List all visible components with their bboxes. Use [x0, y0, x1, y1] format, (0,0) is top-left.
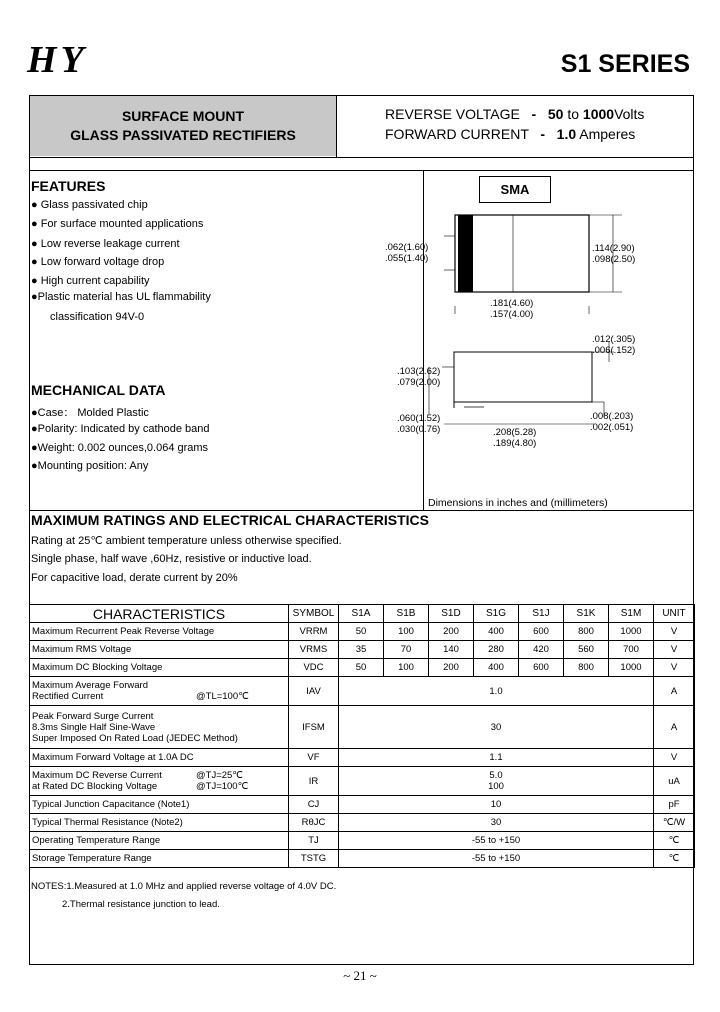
- ratings-line: For capacitive load, derate current by 20%: [31, 572, 238, 584]
- ratings-line: Rating at 25℃ ambient temperature unless otherwise specified.: [31, 535, 342, 547]
- feature-item: ● High current capability: [31, 275, 150, 287]
- title-divider: [336, 95, 337, 157]
- title-box-shade: [30, 96, 336, 156]
- col-header: S1M: [609, 605, 654, 623]
- feature-item: ●Plastic material has UL flammability: [31, 291, 211, 303]
- company-logo: HY: [27, 39, 88, 81]
- dim-4b: .006(.152): [592, 345, 636, 356]
- ratings-title: MAXIMUM RATINGS AND ELECTRICAL CHARACTERISTICS: [31, 512, 429, 528]
- body-top-view: [455, 215, 589, 292]
- rv-value2: 1000: [582, 106, 615, 122]
- rv-dash: -: [531, 106, 537, 122]
- table-row: Storage Temperature Range TSTG -55 to +150 ℃: [30, 850, 695, 868]
- col-header: S1J: [519, 605, 564, 623]
- table-row: Maximum Average Forward Rectified Current @TL=100℃ IAV 1.0 A: [30, 677, 695, 706]
- table-row: Maximum Forward Voltage at 1.0A DC VF 1.1 V: [30, 749, 695, 767]
- table-row: Maximum DC Blocking Voltage VDC 50 100 200 400 600 800 1000 V: [30, 659, 695, 677]
- forward-current-line: [385, 126, 635, 142]
- rv-value: 50: [547, 106, 564, 122]
- dim-6a: .060(1.52): [397, 413, 441, 424]
- dim-7b: .189(4.80): [493, 438, 537, 449]
- col-header: CHARACTERISTICS: [30, 605, 289, 623]
- package-name: SMA: [479, 176, 551, 203]
- mechanical-item: ●Mounting position: Any: [31, 460, 149, 472]
- dim-8a: .008(.203): [590, 411, 634, 422]
- table-row: Maximum DC Reverse Current @TJ=25℃ at Rated DC Blocking Voltage @TJ=100℃ IR 5.0 100 uA: [30, 767, 695, 796]
- feature-item: ● Low reverse leakage current: [31, 238, 180, 250]
- dim-6b: .030(0.76): [397, 424, 441, 435]
- dim-1b: .055(1.40): [385, 253, 429, 264]
- package-drawing: [424, 202, 692, 508]
- title-line1: SURFACE MOUNT: [121, 108, 245, 124]
- page-number: ~ 21 ~: [343, 968, 377, 983]
- ratings-line: Single phase, half wave ,60Hz, resistive or inductive load.: [31, 553, 312, 565]
- mechanical-item: ●Case： Molded Plastic: [31, 407, 149, 419]
- features-top: [29, 170, 694, 171]
- title-line2: GLASS PASSIVATED RECTIFIERS: [70, 127, 296, 143]
- table-header-row: [30, 605, 695, 623]
- note-2: 2.Thermal resistance junction to lead.: [62, 899, 220, 910]
- col-header: S1B: [384, 605, 429, 623]
- frame-bottom: [29, 964, 694, 965]
- dim-3b: .157(4.00): [490, 309, 534, 320]
- table-row: Maximum RMS Voltage VRMS 35 70 140 280 420 560 700 V: [30, 641, 695, 659]
- characteristics-table: [29, 604, 695, 868]
- table-row: Typical Junction Capacitance (Note1) CJ 10 pF: [30, 796, 695, 814]
- col-header: S1D: [429, 605, 474, 623]
- fc-dash: -: [540, 126, 545, 142]
- frame-title-bottom: [29, 157, 694, 158]
- rv-to: to: [567, 106, 580, 122]
- dim-7a: .208(5.28): [493, 427, 537, 438]
- table-row: Operating Temperature Range TJ -55 to +150 ℃: [30, 832, 695, 850]
- col-header: S1G: [474, 605, 519, 623]
- col-header: S1A: [339, 605, 384, 623]
- mechanical-item: ●Weight: 0.002 ounces,0.064 grams: [31, 442, 209, 454]
- col-header: SYMBOL: [289, 605, 339, 623]
- reverse-voltage-line: [385, 106, 644, 122]
- ratings-top: [29, 510, 694, 511]
- cathode-band: [458, 215, 473, 292]
- features-title: FEATURES: [31, 178, 106, 194]
- dim-1a: .062(1.60): [385, 242, 429, 253]
- dim-2b: .098(2.50): [592, 254, 636, 265]
- table-row: Peak Forward Surge Current 8.3ms Single Half Sine-Wave Super Imposed On Rated Load (JEDEC Method) IFSM 30 A: [30, 706, 695, 749]
- table-row: Typical Thermal Resistance (Note2) RθJC 30 ℃/W: [30, 814, 695, 832]
- table-row: Maximum Recurrent Peak Reverse Voltage VRRM 50 100 200 400 600 800 1000 V: [30, 623, 695, 641]
- dim-2a: .114(2.90): [592, 243, 635, 254]
- dim-4a: .012(.305): [592, 334, 636, 345]
- mechanical-item: ●Polarity: Indicated by cathode band: [31, 423, 210, 435]
- rv-unit: Volts: [614, 106, 645, 122]
- body-side-view: [454, 352, 592, 402]
- fc-label: FORWARD CURRENT: [385, 126, 529, 142]
- dim-3a: .181(4.60): [490, 298, 534, 309]
- fc-unit: Amperes: [579, 126, 636, 142]
- note-1: NOTES:1.Measured at 1.0 MHz and applied reverse voltage of 4.0V DC.: [31, 881, 337, 892]
- rv-label: REVERSE VOLTAGE: [385, 106, 520, 122]
- dim-8b: .002(.051): [590, 422, 634, 433]
- fc-value: 1.0: [556, 126, 577, 142]
- feature-item: ● For surface mounted applications: [31, 218, 204, 230]
- series-title: S1 SERIES: [560, 50, 690, 78]
- feature-item: ● Glass passivated chip: [31, 199, 148, 211]
- mechanical-title: MECHANICAL DATA: [31, 382, 166, 398]
- dimensions-caption: Dimensions in inches and (millimeters): [428, 497, 608, 509]
- feature-item: ● Low forward voltage drop: [31, 256, 165, 268]
- col-header: S1K: [564, 605, 609, 623]
- dim-5b: .079(2.00): [397, 377, 441, 388]
- col-header: UNIT: [654, 605, 695, 623]
- dim-5a: .103(2.62): [397, 366, 441, 377]
- feature-item-cont: classification 94V-0: [50, 311, 145, 323]
